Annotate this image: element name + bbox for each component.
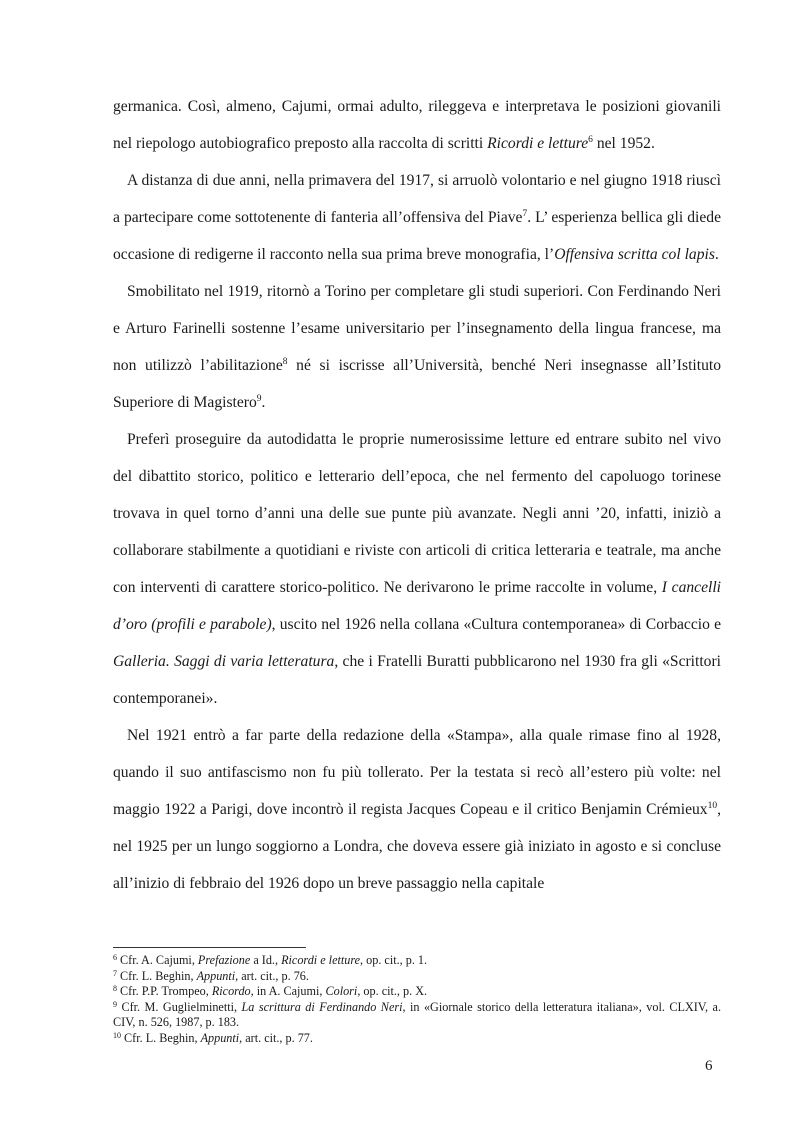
- text-run: . L’ esperienza bellica gli diede occasione di redigerne il racconto nella sua prima breve monografia, l’: [113, 209, 721, 263]
- paragraph-3: [113, 273, 721, 421]
- paragraph-2: [113, 162, 721, 273]
- text-run: , in «Giornale storico della letteratura italiana», vol. CLXIV, a. CIV, n. 526, 1987, p. 183.: [113, 999, 721, 1029]
- title: La scrittura di Ferdinando Neri: [241, 999, 403, 1014]
- text-run: nel 1952.: [592, 135, 655, 152]
- text-run: Nel 1921 entrò a far parte della redazione della «Stampa», alla quale rimase fino al 1928, quando il suo antifascismo non fu più tollerato. Per la testata si recò all’estero più volte: nel maggio 1922 a Parigi, dove incontrò il regista Jacques Copeau e il critico Benjamin Crémieux: [113, 727, 721, 818]
- title: Ricordo: [211, 984, 251, 998]
- footnote-number: 9: [113, 999, 117, 1009]
- main-text: [113, 88, 721, 902]
- title: Colori: [325, 984, 358, 998]
- text-run: Cfr. M. Guglielminetti,: [117, 999, 242, 1014]
- footnote-ref: 9: [256, 394, 262, 404]
- footnotes: [113, 953, 721, 1046]
- text-run: Cfr. L. Beghin,: [121, 1030, 201, 1045]
- text-run: , uscito nel 1926 nella collana «Cultura contemporanea» di Corbaccio e: [271, 616, 721, 633]
- text-run: a Id.,: [250, 953, 282, 967]
- footnote-number: 10: [113, 1030, 121, 1040]
- text-run: , op. cit., p. 1.: [360, 953, 428, 967]
- text-run: Cfr. L. Beghin,: [117, 968, 197, 983]
- book-title: Offensiva scritta col lapis: [554, 246, 715, 263]
- paragraph-1: [113, 88, 721, 162]
- text-run: Preferì proseguire da autodidatta le proprie numerosissime letture ed entrare subito nel vivo del dibattito storico, politico e letterario dell’epoca, che nel fermento del capoluogo torinese trovava in quel torno d’anni una delle sue punte più avanzate. Negli anni ’20, infatti, iniziò a collaborare stabilmente a quotidiani e riviste con articoli di critica letteraria e teatrale, ma anche con interventi di carattere storico-politico. Ne derivarono le prime raccolte in volume,: [113, 431, 721, 596]
- text-run: , art. cit., p. 77.: [239, 1030, 313, 1045]
- footnote-number: 6: [113, 953, 117, 962]
- title: Appunti: [196, 968, 236, 983]
- book-title: I cancelli d’oro (profili e parabole): [113, 579, 721, 633]
- text-run: Cfr. A. Cajumi,: [117, 953, 198, 967]
- footnote-ref: 8: [282, 357, 288, 367]
- footnote-9: [113, 1000, 721, 1031]
- paragraph-5: [113, 717, 721, 902]
- title: Prefazione: [197, 953, 251, 967]
- footnote-number: 7: [113, 968, 117, 978]
- text-run: A distanza di due anni, nella primavera del 1917, si arruolò volontario e nel giugno 1918 riuscì a partecipare come sottotenente di fanteria all’offensiva del Piave: [113, 172, 721, 226]
- footnote-7: [113, 969, 721, 985]
- text-run: , che i Fratelli Buratti pubblicarono nel 1930 fra gli «Scrittori contemporanei».: [113, 653, 722, 707]
- title: Appunti: [200, 1030, 240, 1045]
- footnote-number: 8: [113, 984, 117, 993]
- paragraph-4: [113, 421, 721, 717]
- text-run: .: [261, 394, 266, 411]
- footnote-ref: 10: [707, 801, 718, 811]
- text-run: , op. cit., p. X.: [357, 984, 428, 998]
- footnote-6: [113, 953, 721, 969]
- text-run: , art. cit., p. 76.: [235, 968, 309, 983]
- text-run: , in A. Cajumi,: [250, 984, 326, 998]
- footnote-ref: 6: [588, 135, 593, 145]
- book-title: Ricordi e letture: [487, 135, 589, 152]
- text-run: Smobilitato nel 1919, ritornò a Torino per completare gli studi superiori. Con Ferdinando Neri e Arturo Farinelli sostenne l’esame universitario per l’insegnamento della lingua francese, ma non utilizzò l’abilitazione: [113, 283, 721, 374]
- text-run: germanica. Così, almeno, Cajumi, ormai adulto, rileggeva e interpretava le posizioni giovanili nel riepologo autobiografico preposto alla raccolta di scritti: [113, 98, 721, 152]
- title: Ricordi e letture: [281, 953, 361, 967]
- text-run: , nel 1925 per un lungo soggiorno a Londra, che doveva essere già iniziato in agosto e si concluse all’inizio di febbraio del 1926 dopo un breve passaggio nella capitale: [113, 801, 721, 892]
- text-run: .: [714, 246, 719, 263]
- footnote-separator: [113, 947, 306, 948]
- page-number: 6: [705, 1058, 713, 1074]
- text-run: Cfr. P.P. Trompeo,: [117, 984, 212, 998]
- book-title: Galleria. Saggi di varia letteratura: [113, 653, 335, 670]
- footnote-8: [113, 984, 721, 1000]
- text-run: né si iscrisse all’Università, benché Neri insegnasse all’Istituto Superiore di Magistero: [113, 357, 721, 411]
- footnote-10: [113, 1031, 721, 1047]
- footnote-ref: 7: [522, 209, 528, 219]
